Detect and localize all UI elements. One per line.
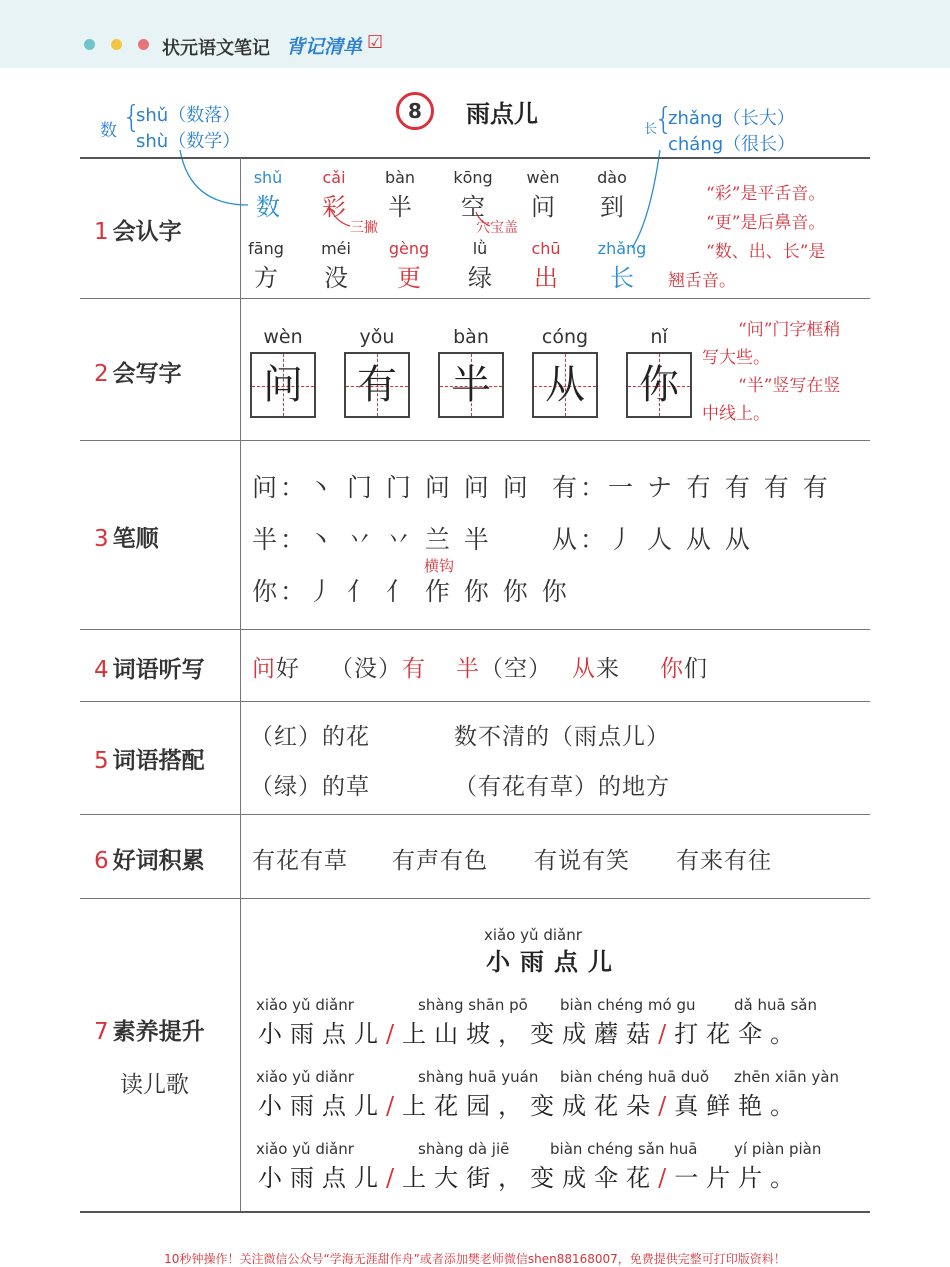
match-item: （红）的花 — [250, 724, 370, 750]
tip-note: 横钩 — [424, 557, 455, 575]
brace-icon: { — [654, 102, 674, 137]
note-line: 写大些。 — [702, 348, 770, 368]
note-line: “数、出、长”是 — [706, 242, 826, 262]
lesson-title: 雨点儿 — [466, 100, 538, 128]
note-line: 中线上。 — [702, 404, 770, 424]
poem-pinyin: zhēn xiān yàn — [734, 1068, 839, 1086]
note-line: “半”竖写在竖 — [738, 376, 841, 396]
divider — [80, 814, 870, 815]
char-cell: dào 到 — [597, 168, 627, 221]
divider — [80, 1211, 870, 1213]
char-cell: bàn 半 — [384, 168, 416, 221]
poem-title-pinyin: xiǎo yǔ diǎnr — [484, 926, 582, 944]
stroke-row: 你：丿 亻 亻 作 你 你 你 — [252, 577, 570, 606]
poem-pinyin: shàng shān pō — [418, 996, 528, 1014]
word-item: 有声有色 — [392, 848, 488, 874]
stroke-row: 有：一 ナ 冇 有 有 有 — [552, 473, 831, 502]
char-cell: cǎi 彩 — [322, 168, 346, 221]
stroke-row: 从：丿 人 从 从 — [552, 525, 753, 554]
char-cell: méi 没 — [321, 239, 351, 292]
footer-notice: 10秒钟操作！关注微信公众号“学海无涯甜作舟”或者添加樊老师微信shen88168007，免费提供完整可打印版资料！ — [164, 1252, 786, 1266]
word-item: 有来有往 — [676, 848, 772, 874]
tianzige-box: 你 — [626, 352, 692, 418]
tianzige-box: 从 — [532, 352, 598, 418]
poem-pinyin: yí piàn piàn — [734, 1140, 822, 1158]
divider — [80, 298, 870, 299]
word-item: 有说有笑 — [534, 848, 630, 874]
section-label: 4 词语听写 — [94, 657, 205, 683]
tip-note: 穴宝盖 — [476, 220, 518, 236]
section-label: 1 会认字 — [94, 219, 182, 245]
dictation-item: 问好 — [252, 656, 300, 682]
write-pinyin: bàn — [453, 326, 489, 348]
section-label: 3 笔顺 — [94, 526, 159, 552]
divider — [80, 157, 870, 159]
stroke-row: 半：丶 丷 丷 兰 半 — [252, 525, 492, 554]
section-label: 5 词语搭配 — [94, 748, 205, 774]
write-pinyin: yǒu — [359, 326, 395, 348]
char-cell: kōng 空 — [453, 168, 493, 221]
poem-pinyin: biàn chéng mó gu — [560, 996, 696, 1014]
poem-line: 小雨点儿/上大街，变成伞花/一片片。 — [258, 1164, 803, 1192]
char-cell: gèng 更 — [388, 239, 430, 292]
section-title: 背记清单 — [286, 36, 363, 58]
polyphone-char: 长 — [644, 122, 658, 137]
stroke-row: 问：丶 门 门 问 问 问 — [252, 473, 531, 502]
poem-pinyin: dǎ huā sǎn — [734, 996, 817, 1014]
dictation-item: 半（空） — [456, 656, 552, 682]
write-pinyin: nǐ — [650, 326, 668, 348]
section-label: 7 素养提升 — [94, 1019, 205, 1045]
match-item: （有花有草）的地方 — [454, 774, 670, 800]
poem-pinyin: xiǎo yǔ diǎnr — [256, 1140, 354, 1158]
dictation-item: 你们 — [660, 656, 708, 682]
tianzige-box: 有 — [344, 352, 410, 418]
char-cell: zhǎng 长 — [597, 239, 647, 292]
tianzige-box: 半 — [438, 352, 504, 418]
note-line: “更”是后鼻音。 — [706, 213, 826, 233]
poem-pinyin: shàng dà jiē — [418, 1140, 510, 1158]
char-cell: fāng 方 — [248, 239, 284, 292]
divider — [80, 898, 870, 899]
tianzige-box: 问 — [250, 352, 316, 418]
note-line: “彩”是平舌音。 — [706, 184, 826, 204]
poem-title: 小雨点儿 — [486, 947, 622, 976]
match-item: 数不清的（雨点儿） — [454, 724, 670, 750]
section-sublabel: 读儿歌 — [120, 1072, 189, 1098]
dictation-item: 从来 — [572, 656, 620, 682]
divider — [80, 629, 870, 630]
poem-pinyin: biàn chéng huā duǒ — [560, 1068, 710, 1086]
section-label: 6 好词积累 — [94, 848, 205, 874]
poem-pinyin: xiǎo yǔ diǎnr — [256, 1068, 354, 1086]
poem-pinyin: xiǎo yǔ diǎnr — [256, 996, 354, 1014]
char-cell: wèn 问 — [526, 168, 560, 221]
column-divider — [240, 158, 241, 1211]
section-label: 2 会写字 — [94, 361, 182, 387]
note-line: 翘舌音。 — [668, 271, 736, 291]
brand-title: 状元语文笔记 — [162, 38, 270, 59]
write-pinyin: wèn — [263, 326, 303, 348]
dictation-item: （没）有 — [330, 656, 426, 682]
polyphone-item: shǔ（数落） — [136, 105, 241, 126]
char-cell: chū 出 — [531, 239, 561, 292]
divider — [80, 440, 870, 441]
lesson-number: 8 — [396, 92, 434, 130]
polyphone-char: 数 — [100, 121, 117, 141]
poem-line: 小雨点儿/上山坡，变成蘑菇/打花伞。 — [258, 1020, 803, 1048]
word-item: 有花有草 — [252, 848, 348, 874]
match-item: （绿）的草 — [250, 774, 370, 800]
check-icon: ☑ — [367, 32, 384, 53]
divider — [80, 701, 870, 702]
poem-pinyin: shàng huā yuán — [418, 1068, 539, 1086]
poem-line: 小雨点儿/上花园，变成花朵/真鲜艳。 — [258, 1092, 803, 1120]
polyphone-item: zhǎng（长大） — [668, 108, 795, 129]
polyphone-item: cháng（很长） — [668, 134, 796, 155]
char-cell: shǔ 数 — [253, 168, 283, 221]
note-line: “问”门字框稍 — [738, 320, 841, 340]
tip-note: 三撇 — [350, 220, 378, 236]
write-pinyin: cóng — [541, 326, 589, 348]
polyphone-item: shù（数学） — [136, 131, 241, 152]
brace-icon: { — [122, 100, 142, 135]
char-cell: lǜ 绿 — [468, 239, 492, 292]
poem-pinyin: biàn chéng sǎn huā — [550, 1140, 698, 1158]
